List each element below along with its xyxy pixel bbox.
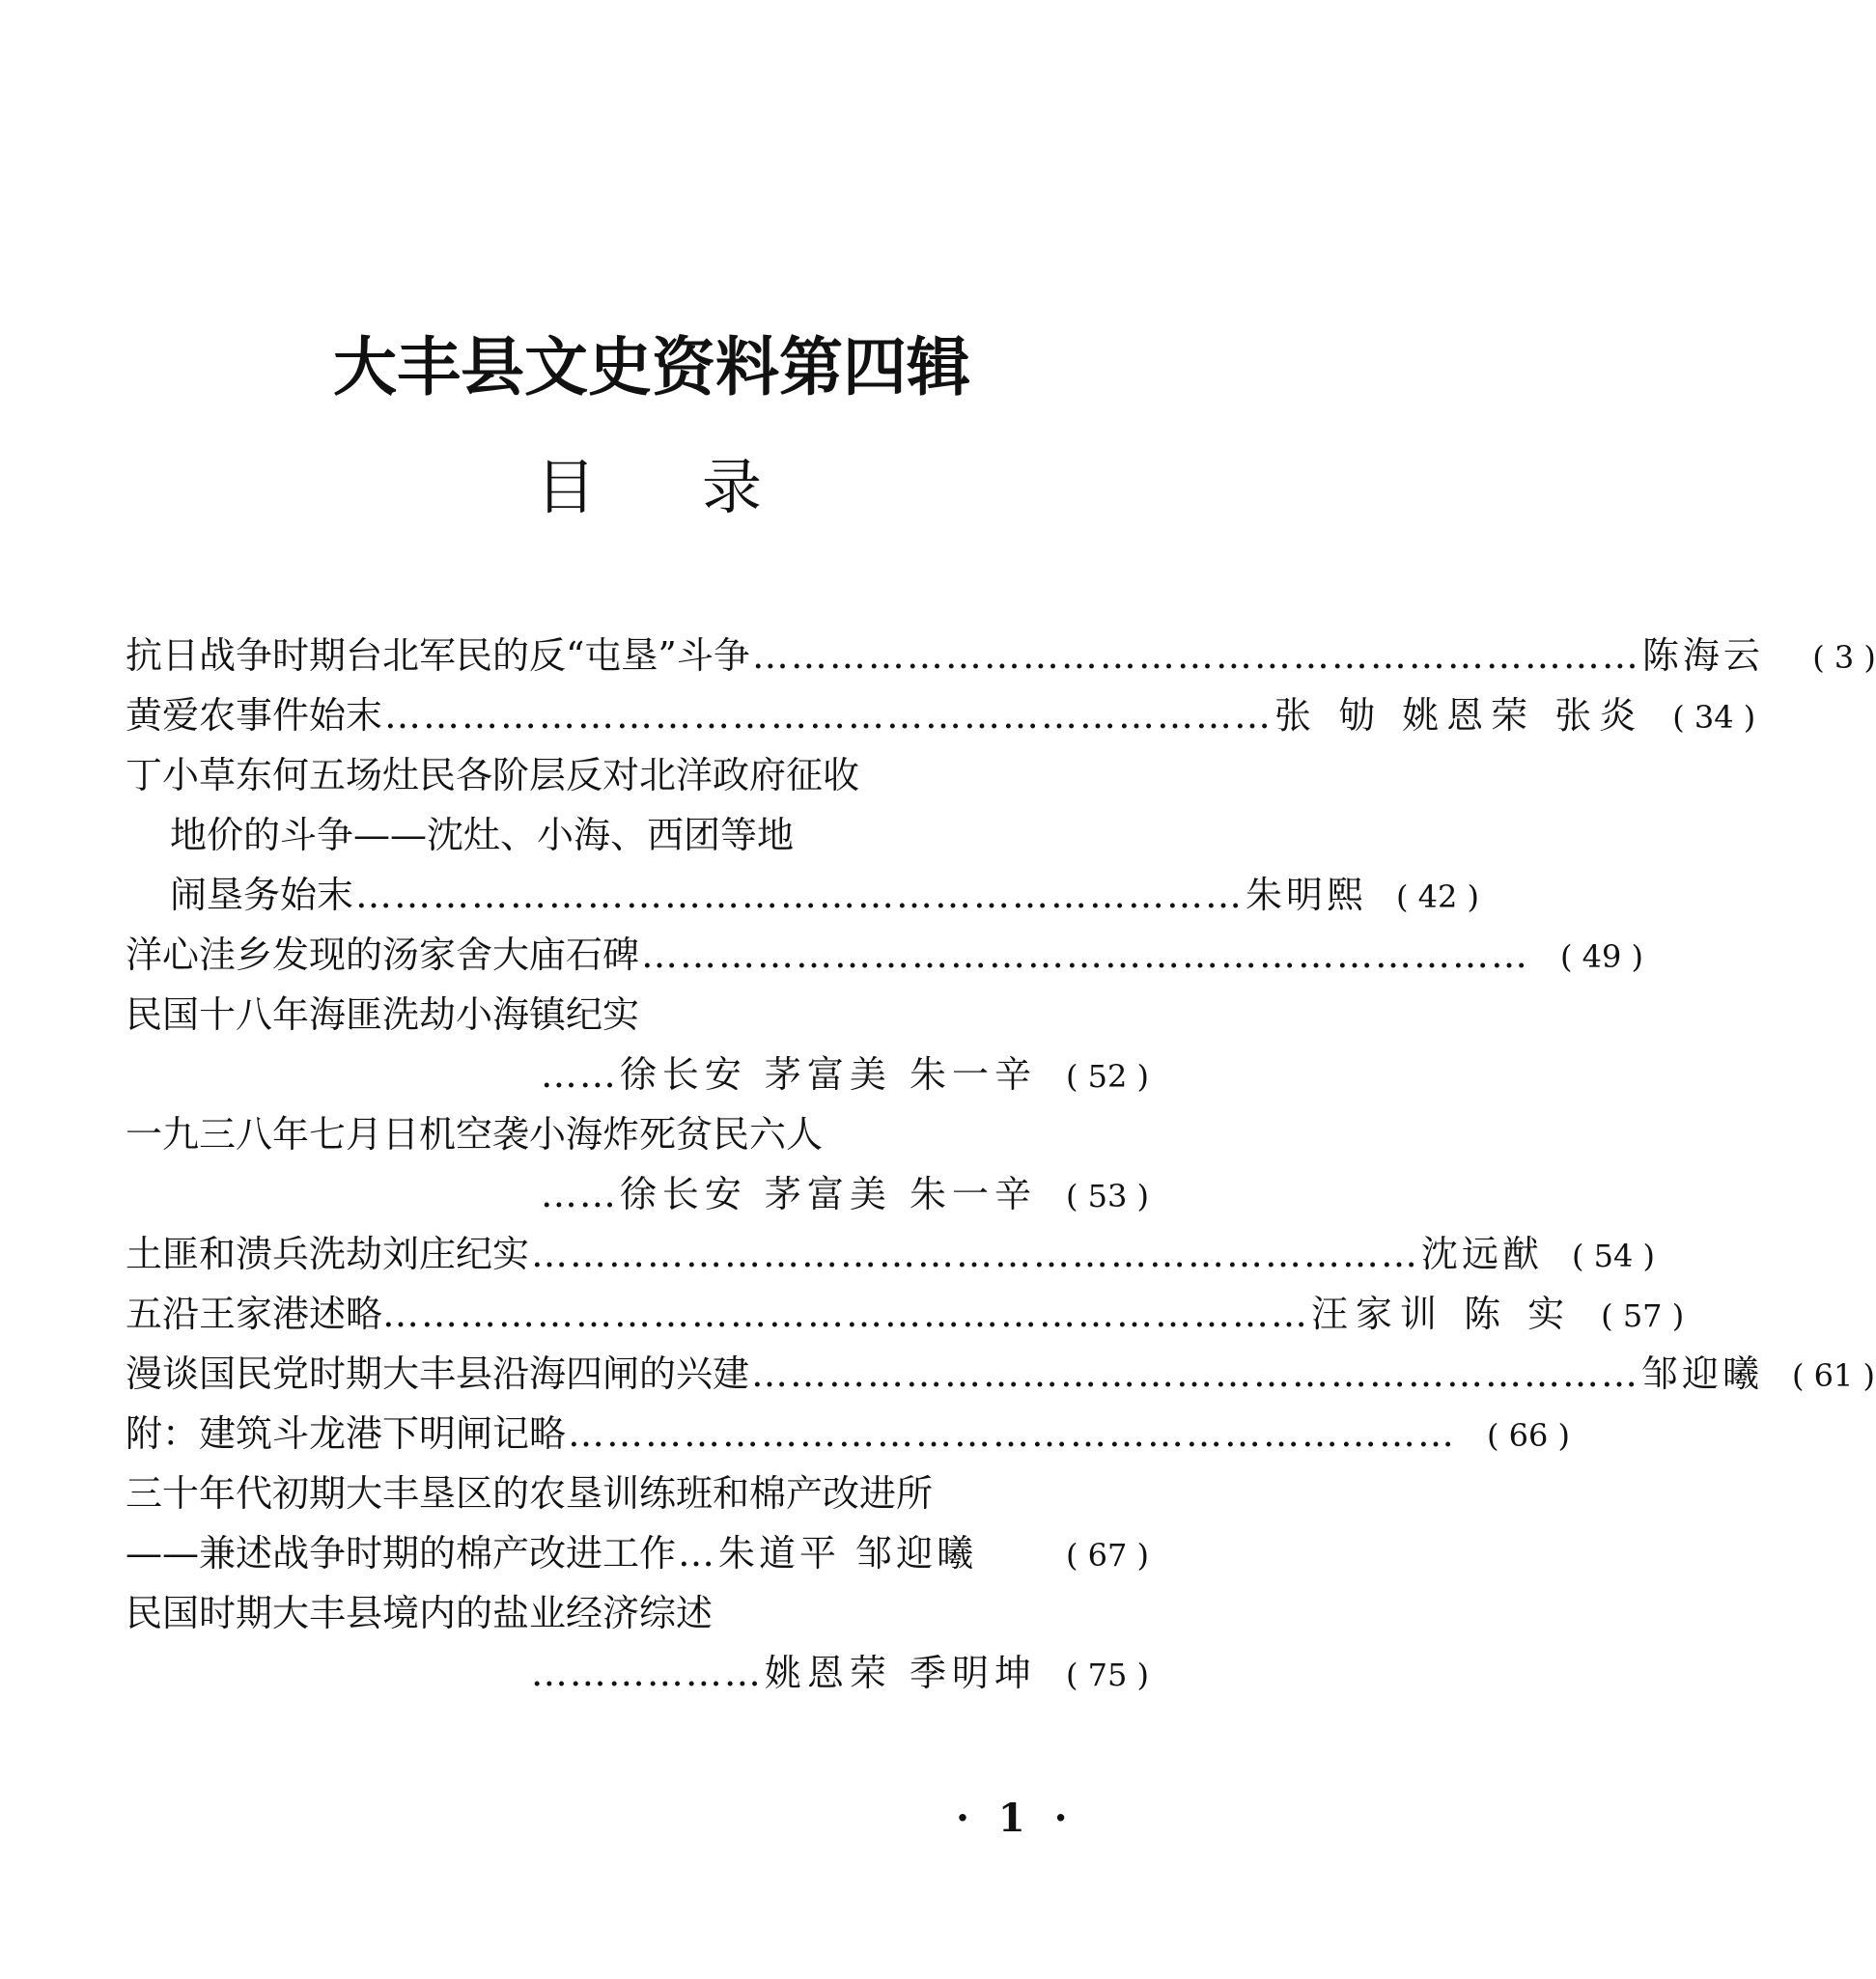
toc-entry-page: ( 49 ) [1559, 938, 1644, 975]
toc-entry-page: ( 34 ) [1672, 699, 1756, 736]
toc-entry-author: 陈海云 [1641, 634, 1764, 677]
toc-entry-author: 朱道平 邹迎曦 [718, 1532, 978, 1575]
toc-entry[interactable] [126, 745, 1480, 925]
toc-entry[interactable] [126, 925, 1644, 985]
toc-entry-author: 张 劬 姚恩荣 张炎 [1274, 694, 1644, 737]
toc-entry-author: 朱明熙 [1246, 874, 1368, 916]
toc-entry-title: 附：建筑斗龙港下明闸记略 [126, 1412, 567, 1455]
toc-entry-page: ( 3 ) [1812, 639, 1876, 676]
toc-entry[interactable] [126, 985, 1149, 1104]
toc-heading-char-1: 目 [535, 452, 596, 522]
toc-entry-title-line: ——兼述战争时期的棉产改进工作 [126, 1532, 677, 1575]
toc-entry[interactable] [126, 1224, 1656, 1284]
toc-entry-page: ( 53 ) [1065, 1178, 1149, 1214]
toc-entry-page: ( 67 ) [1065, 1537, 1149, 1574]
dot-leader: …… [540, 1173, 618, 1215]
toc-entry-author: 徐长安 茅富美 朱一辛 [619, 1053, 1037, 1096]
toc-heading [0, 449, 1278, 526]
dot-leader: …………………………………………………………… [751, 1352, 1640, 1395]
toc-entry-title-line: 地价的斗争——沈灶、小海、西团等地 [170, 814, 795, 856]
dot-leader: …………………………………………………………… [384, 694, 1274, 737]
table-of-contents [126, 626, 1876, 1703]
toc-entry-title-line: 丁小草东何五场灶民各阶层反对北洋政府征收 [126, 754, 860, 796]
toc-entry-page: ( 57 ) [1601, 1297, 1685, 1334]
toc-entry-page: ( 54 ) [1572, 1238, 1656, 1274]
toc-entry[interactable] [126, 1404, 1571, 1463]
toc-entry-title-line: 民国十八年海匪洗劫小海镇纪实 [126, 993, 640, 1036]
toc-entry-title: 五沿王家港述略… [126, 1293, 420, 1335]
toc-entry[interactable] [126, 1583, 1149, 1703]
dot-leader: …………………………………………………………… [355, 874, 1245, 916]
toc-entry-author: 汪家训 陈 实 [1311, 1293, 1573, 1335]
toc-entry[interactable] [126, 1284, 1685, 1344]
toc-entry-author: 沈远猷 [1421, 1233, 1544, 1275]
toc-heading-char-2: 录 [702, 452, 763, 522]
toc-entry[interactable] [126, 1104, 1149, 1224]
book-title: 大丰县文史资料第四辑 [333, 329, 970, 404]
toc-entry-page: ( 52 ) [1065, 1058, 1149, 1095]
dot-leader: … [678, 1532, 717, 1575]
toc-entry[interactable] [126, 626, 1876, 685]
dot-leader: …………………………………………………………… [641, 934, 1530, 976]
toc-entry-author: 徐长安 茅富美 朱一辛 [619, 1173, 1037, 1215]
toc-entry-title: 黄爱农事件始末 [126, 694, 383, 737]
dot-leader: …………………………………………………………… [568, 1412, 1457, 1455]
toc-entry-page: ( 66 ) [1486, 1417, 1571, 1454]
toc-entry[interactable] [126, 685, 1756, 745]
toc-entry-author: 邹迎曦 [1641, 1352, 1764, 1395]
toc-entry-title-line: 一九三八年七月日机空袭小海炸死贫民六人 [126, 1113, 824, 1156]
toc-entry-title: 抗日战争时期台北军民的反“屯垦”斗争 [126, 634, 750, 677]
toc-entry-title-line: 三十年代初期大丰垦区的农垦训练班和棉产改进所 [126, 1472, 934, 1515]
dot-leader: …………………………………………………………… [531, 1233, 1420, 1275]
page-number: · 1 · [956, 1796, 1076, 1841]
toc-entry-page: ( 61 ) [1792, 1357, 1876, 1394]
dot-leader: …………………………………………………………… [421, 1293, 1310, 1335]
toc-entry-title-line: 民国时期大丰县境内的盐业经济综述 [126, 1592, 714, 1634]
dot-leader: …… [540, 1053, 618, 1096]
toc-entry[interactable] [126, 1463, 1149, 1583]
toc-entry-page: ( 75 ) [1065, 1657, 1149, 1693]
dot-leader: ……………… [530, 1652, 763, 1694]
toc-entry-title: 土匪和溃兵洗劫刘庄纪实 [126, 1233, 530, 1275]
toc-entry-title: 洋心洼乡发现的汤家舍大庙石碑 [126, 934, 640, 976]
toc-entry-title-line: 闹垦务始末 [170, 874, 354, 916]
toc-entry-author: 姚恩荣 季明坤 [764, 1652, 1037, 1694]
dot-leader: …………………………………………………………… [751, 634, 1640, 677]
toc-entry-title: 漫谈国民党时期大丰县沿海四闸的兴建 [126, 1352, 750, 1395]
toc-entry-page: ( 42 ) [1396, 878, 1480, 915]
toc-entry[interactable] [126, 1344, 1876, 1404]
